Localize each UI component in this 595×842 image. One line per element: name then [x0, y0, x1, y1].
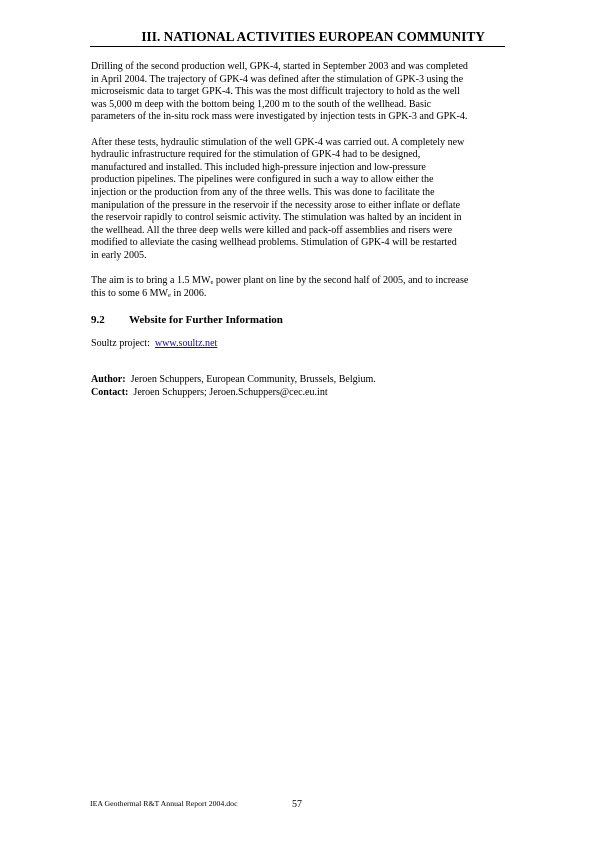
soultz-website-link[interactable]: www.soultz.net [154, 337, 218, 349]
paragraph-line: was 5,000 m deep with the bottom being 1,200 m to the south of the wellhead. Basic [91, 98, 432, 110]
author-line [91, 374, 511, 387]
paragraph-line: manufactured and installed. This included high-pressure injection and low-pressure [91, 161, 426, 173]
website-line [91, 338, 511, 351]
paragraph-line: manipulation of the pressure in the reservoir if the necessity arose to either inflate or deflate [91, 199, 461, 211]
aim-text: The aim is to bring a 1.5 MW [91, 275, 211, 287]
paragraph-line: the reservoir rapidly to control seismic activity. The stimulation was halted by an incident in [91, 212, 462, 224]
contact-label: Contact: [91, 386, 129, 398]
paragraph-stimulation [91, 137, 511, 263]
paragraph-drilling [91, 61, 511, 124]
section-number: 9.2 [91, 313, 105, 326]
contact-value: Jeroen Schuppers; Jeroen.Schuppers@cec.eu.int [128, 386, 328, 398]
aim-line-2 [91, 288, 511, 301]
footer-doc-name: IEA Geothermal R&T Annual Report 2004.doc [90, 799, 238, 808]
paragraph-line: hydraulic infrastructure required for the stimulation of GPK-4 had to be designed, [91, 149, 421, 161]
paragraph-line: in early 2005. [91, 249, 147, 261]
document-body [91, 61, 511, 412]
author-contact-block [91, 374, 511, 399]
paragraph-line: parameters of the in-situ rock mass were investigated by injection tests in GPK-3 and GPK-4. [91, 111, 468, 123]
paragraph-line: in April 2004. The trajectory of GPK-4 was defined after the stimulation of GPK-3 using the [91, 73, 464, 85]
author-label: Author: [91, 374, 126, 386]
paragraph-line: After these tests, hydraulic stimulation of the well GPK-4 was carried out. A completely new [91, 136, 465, 148]
paragraph-line: injection or the production from any of the three wells. This was done to facilitate the [91, 186, 435, 198]
page-header [90, 28, 505, 47]
aim-text: power plant on line by the second half of 2005, and to increase [213, 275, 469, 287]
section-title: Website for Further Information [129, 313, 283, 326]
page-number: 57 [292, 799, 302, 810]
aim-text: in 2006. [170, 287, 207, 299]
paragraph-line: Drilling of the second production well, GPK-4, started in September 2003 and was completed [91, 61, 468, 72]
subscript-e: e [168, 291, 171, 299]
paragraph-line: the wellhead. All the three deep wells were killed and pack-off assemblies and risers were [91, 224, 453, 236]
header-title: III. NATIONAL ACTIVITIES EUROPEAN COMMUNITY [141, 29, 485, 44]
aim-text: this to some 6 MW [91, 287, 169, 299]
aim-line-1 [91, 275, 511, 288]
subscript-e: e [210, 279, 214, 287]
paragraph-line: modified to alleviate the casing wellhead problems. Stimulation of GPK-4 will be restarted [91, 237, 457, 249]
section-heading [91, 313, 511, 327]
paragraph-aim [91, 275, 511, 300]
paragraph-line: microseismic data to target GPK-4. This was the most difficult trajectory to hold as the well [91, 86, 460, 98]
contact-line [91, 387, 511, 400]
paragraph-line: production pipelines. The pipelines were configured in such a way to allow either the [91, 174, 434, 186]
website-label: Soultz project: [91, 337, 155, 349]
author-value: Jeroen Schuppers, European Community, Brussels, Belgium. [125, 374, 376, 386]
